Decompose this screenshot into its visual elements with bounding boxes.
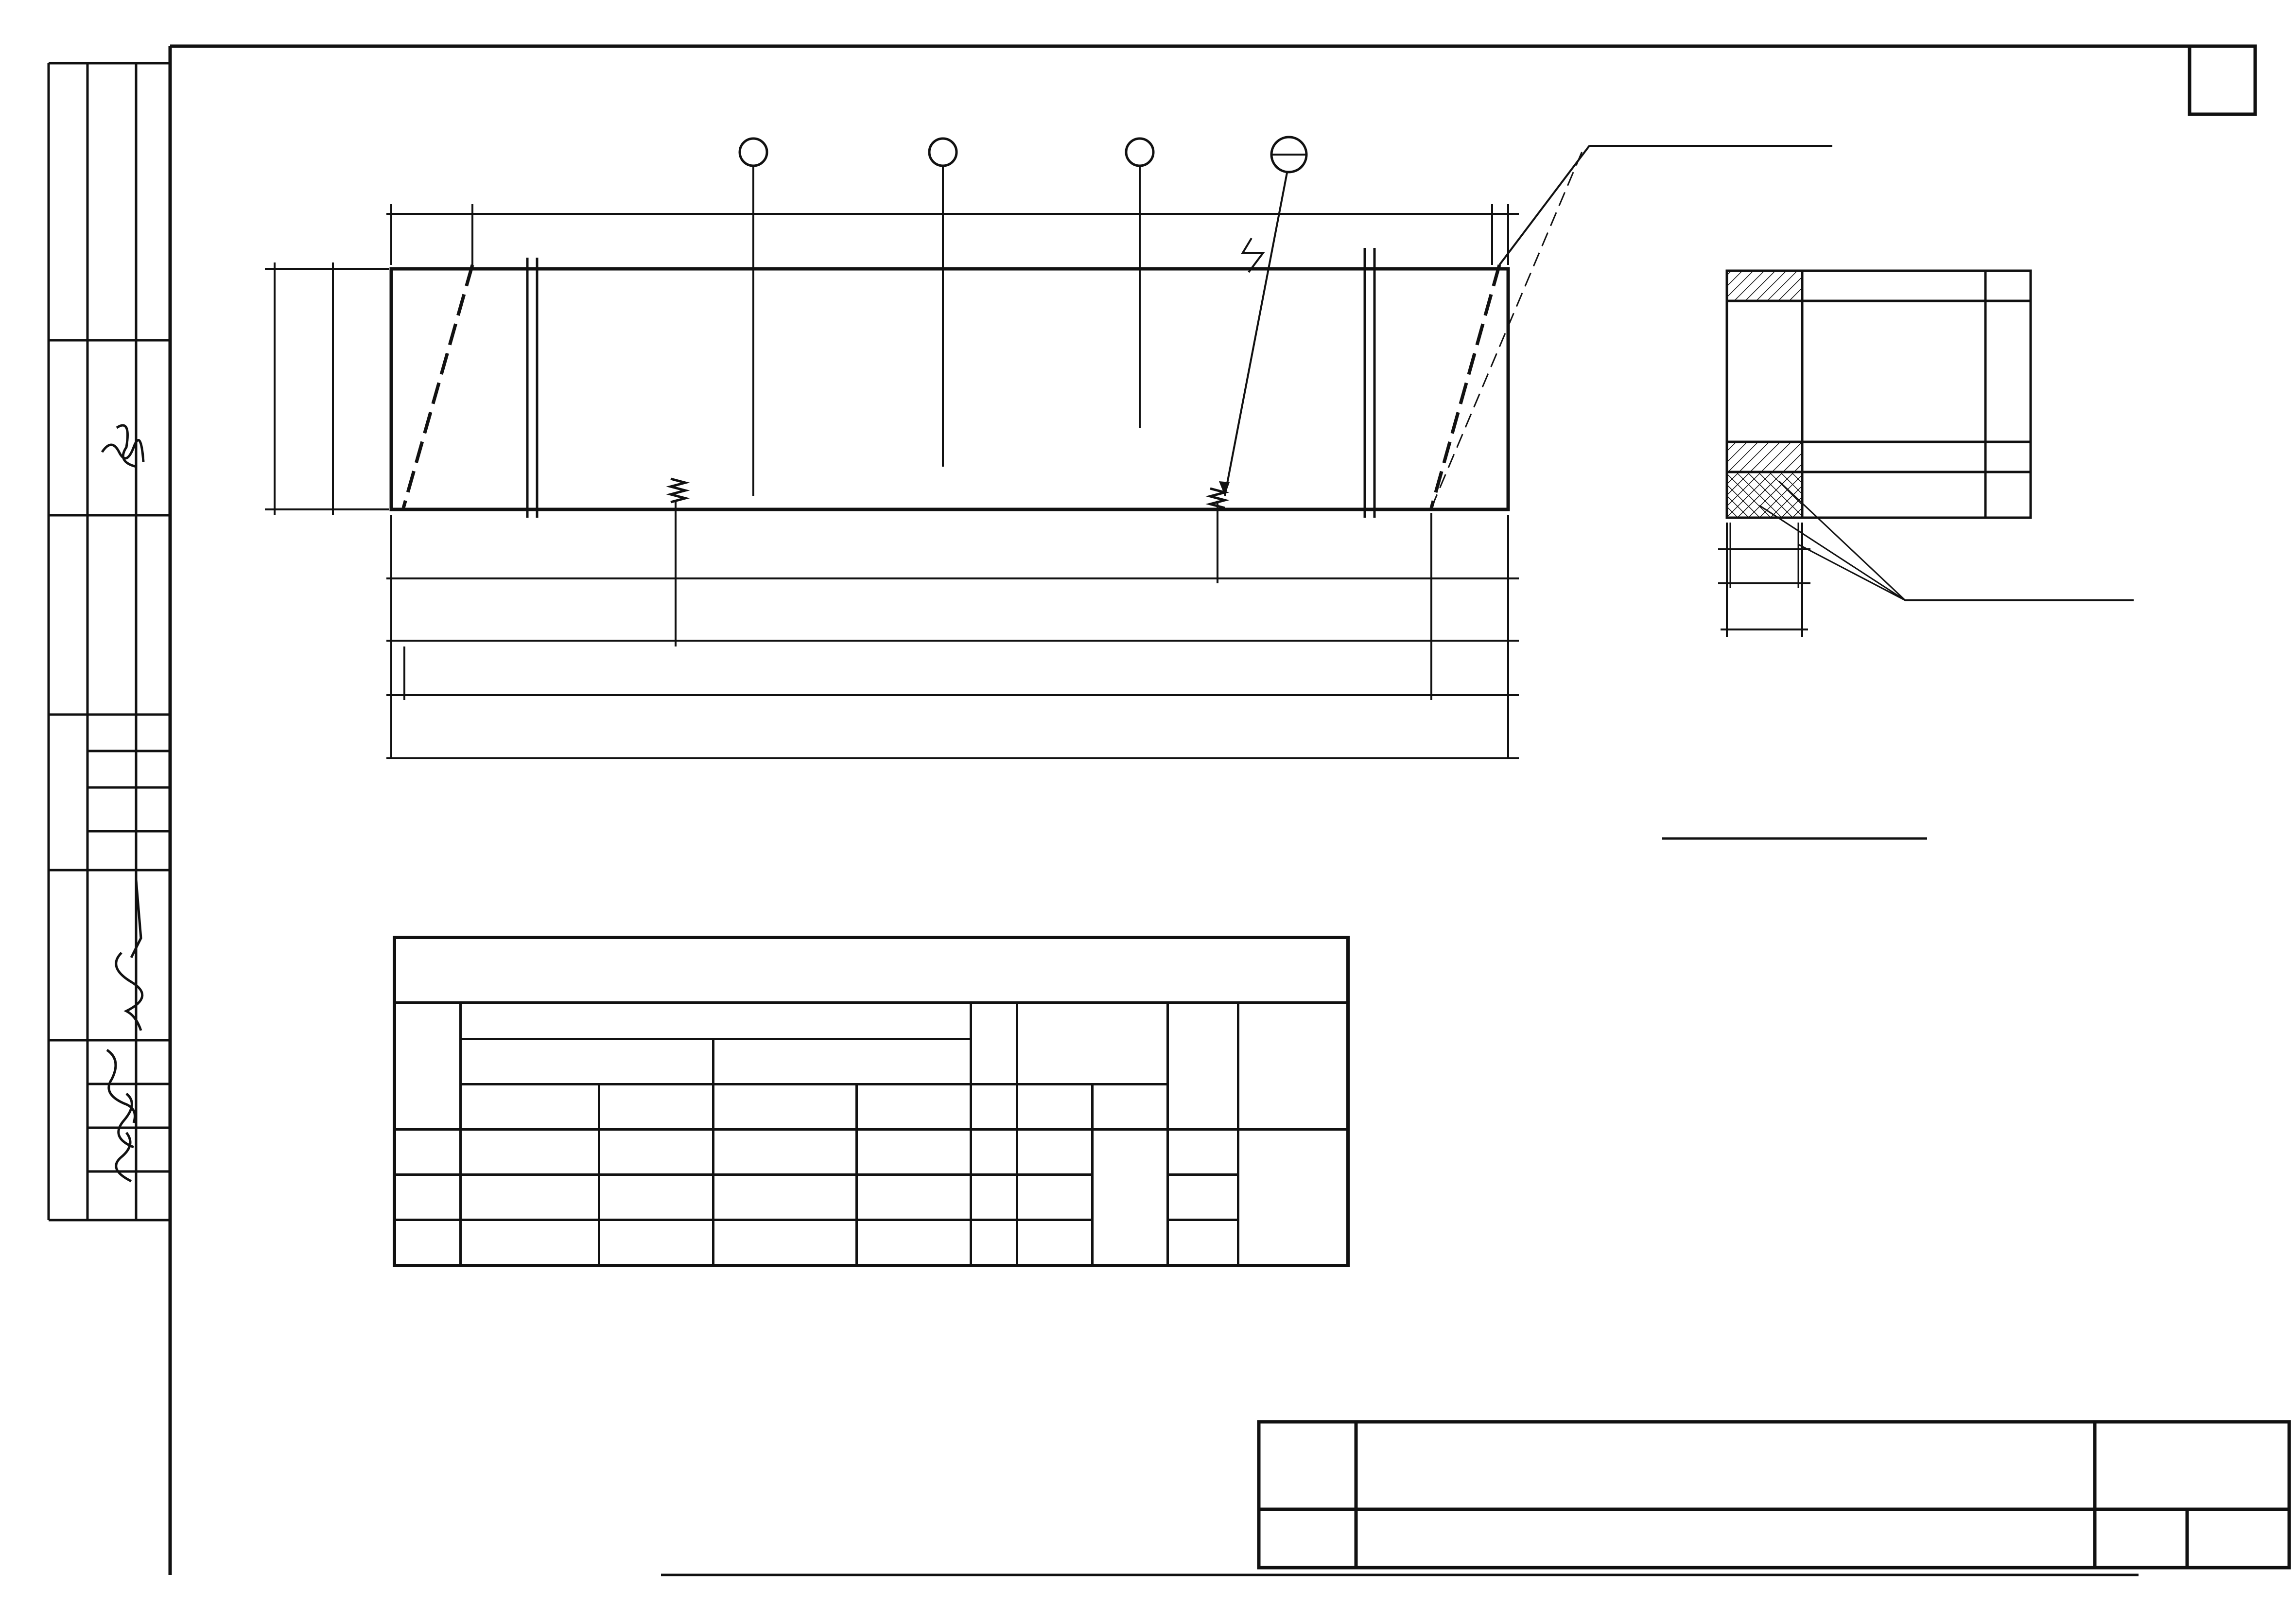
spec-h-section2 [713,1084,857,1130]
spec-note-empty [1238,1130,1348,1266]
table-row [395,1130,1348,1175]
spec-cell [713,1130,857,1175]
table-row [395,1220,1348,1266]
table-row [395,1175,1348,1220]
spec-h-sizes [461,1003,971,1039]
spec-cell [857,1175,971,1220]
spec-h-note [1238,1003,1348,1130]
spec-cell [395,1175,461,1220]
spec-h-board-len [857,1084,971,1130]
spec-cell [971,1220,1017,1266]
spec-cell [857,1130,971,1175]
spec-h-qty [971,1003,1017,1084]
dimension-lines [265,204,1519,758]
spec-cell [1017,1175,1093,1220]
spec-cell [461,1220,599,1266]
spec-h-section [461,1084,599,1130]
spec-cell [857,1220,971,1266]
spec-cell [1017,1130,1093,1175]
spec-cell [461,1175,599,1220]
spec-cell [599,1130,713,1175]
spec-h-vol-total [1093,1084,1168,1130]
spec-cell [395,1130,461,1175]
spec-cell [395,1220,461,1266]
spec-h-qty-unit [971,1084,1017,1130]
spec-cell [713,1175,857,1220]
spec-vol-total-value [1093,1130,1168,1266]
title-block-frame [1259,1422,2289,1568]
spec-cell [971,1175,1017,1220]
cross-section [1718,271,2134,637]
spec-cell [1017,1220,1093,1266]
side-stamp-lines [49,63,170,1220]
spec-h-category [1168,1003,1238,1130]
spec-cell [971,1130,1017,1175]
specification-table [393,936,1350,1267]
spec-h-volume [1017,1003,1168,1084]
spec-cell [1168,1130,1238,1175]
spec-h-vol-poz [1017,1084,1093,1130]
spec-h-after [713,1039,971,1084]
spec-cell [713,1220,857,1266]
spec-h-blank-len [599,1084,713,1130]
spec-cell [599,1175,713,1220]
spec-cell [1168,1175,1238,1220]
spec-h-no-cell [395,1003,461,1130]
spec-cell [1168,1220,1238,1266]
spec-h-before [461,1039,713,1084]
spec-cell [599,1220,713,1266]
beam-elevation [391,137,1832,518]
spec-cell [461,1130,599,1175]
